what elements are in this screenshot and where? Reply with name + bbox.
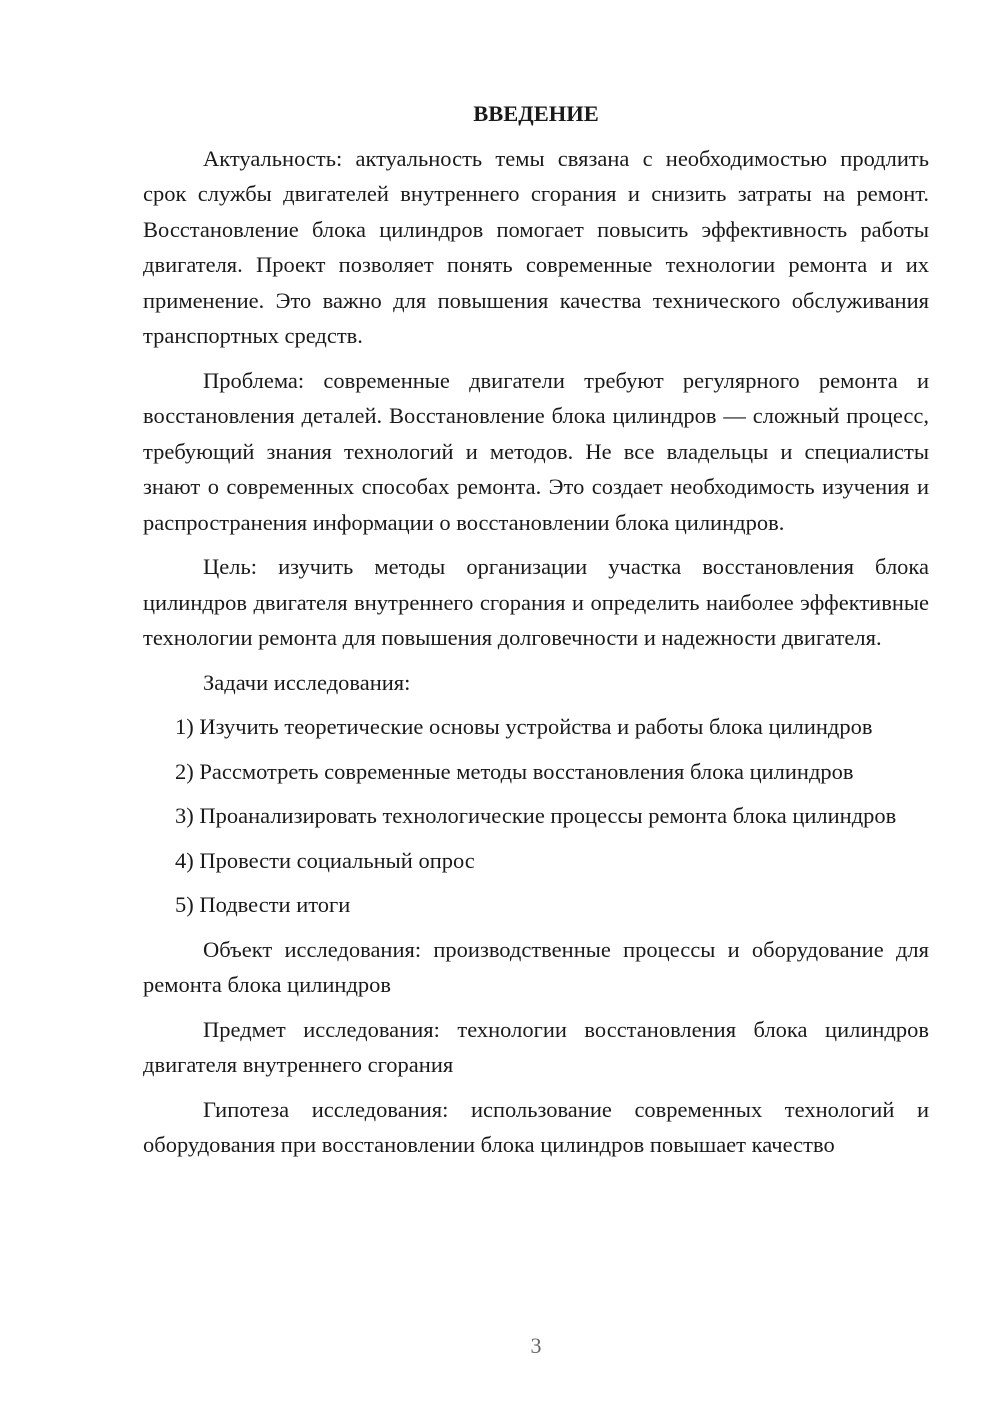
- section-title: ВВЕДЕНИЕ: [473, 101, 599, 126]
- paragraph-relevance: Актуальность: актуальность темы связана с необходимостью продлить срок службы двигателей внутреннего сгорания и снизить затраты на ремонт. Восстановление блока цилиндров помогает повысить эффективность работы двигателя. Проект позволяет понять современные технологии ремонта и их применение. Это важно для повышения качества технического обслуживания транспортных средств.: [143, 145, 929, 348]
- page-number: 3: [530, 1333, 542, 1358]
- task-item-4: 4) Провести социальный опрос: [175, 847, 475, 873]
- task-item-1: 1) Изучить теоретические основы устройства и работы блока цилиндров: [175, 714, 873, 739]
- paragraph-hypothesis: Гипотеза исследования: использование современных технологий и оборудования при восстановлении блока цилиндров повышает качество: [143, 1096, 929, 1157]
- paragraph-subject: Предмет исследования: технологии восстановления блока цилиндров двигателя внутреннего сгорания: [143, 1016, 929, 1077]
- task-item-3: 3) Проанализировать технологические процессы ремонта блока цилиндров: [175, 803, 897, 828]
- paragraph-object: Объект исследования: производственные процессы и оборудование для ремонта блока цилиндров: [143, 936, 929, 997]
- paragraph-tasks-heading: Задачи исследования:: [203, 669, 411, 695]
- task-item-5: 5) Подвести итоги: [175, 892, 351, 917]
- page-content: [143, 96, 929, 1172]
- task-item-2: 2) Рассмотреть современные методы восстановления блока цилиндров: [175, 758, 854, 784]
- paragraph-goal: Цель: изучить методы организации участка восстановления блока цилиндров двигателя внутреннего сгорания и определить наиболее эффективные технологии ремонта для повышения долговечности и надежности двигателя.: [143, 554, 929, 650]
- paragraph-problem: Проблема: современные двигатели требуют регулярного ремонта и восстановления деталей. Восстановление блока цилиндров — сложный процесс, требующий знания технологий и методов. Не все владельцы и специалисты знают о современных способах ремонта. Это создает необходимость изучения и распространения информации о восстановлении блока цилиндров.: [143, 367, 929, 535]
